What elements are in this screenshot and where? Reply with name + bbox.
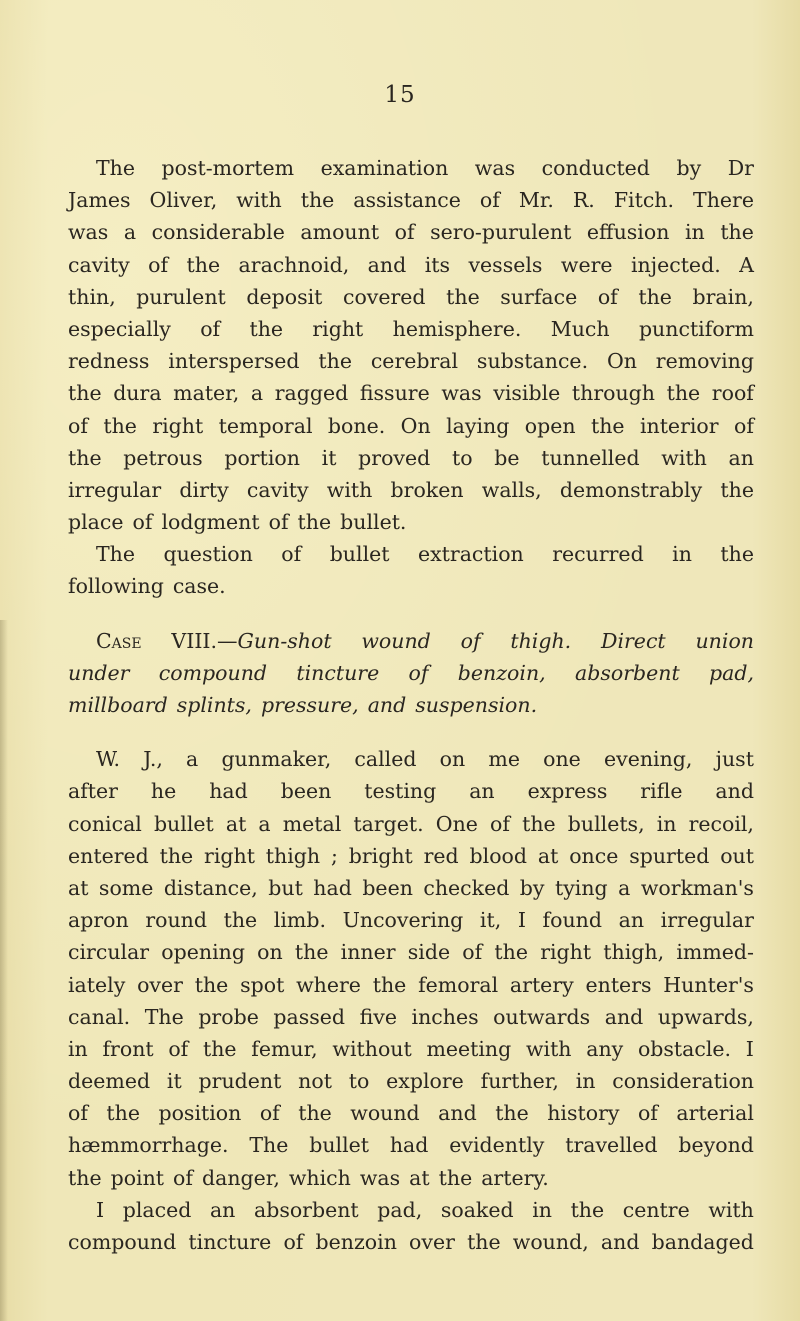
text-line: compound tincture of benzoin over the wound, and bandaged (68, 1230, 754, 1254)
text-line: thin, purulent deposit covered the surface of the brain, (68, 284, 754, 309)
text-line: conical bullet at a metal target. One of the bullets, in recoil, (68, 811, 754, 836)
page-text (68, 152, 754, 1258)
text-line: hæmmorrhage. The bullet had evidently travelled beyond (68, 1133, 754, 1158)
text-line: Case VIII.—Gun-shot wound of thigh. Direct union (96, 628, 754, 653)
section-gap (68, 603, 754, 625)
page-number: 15 (384, 82, 416, 108)
text-line: redness interspersed the cerebral substance. On removing (68, 349, 754, 374)
text-line: circular opening on the inner side of the right thigh, immed- (68, 940, 754, 965)
text-line: the point of danger, which was at the artery. (68, 1165, 549, 1190)
paragraph-postmortem (68, 152, 754, 538)
case-heading (68, 625, 754, 722)
section-gap (68, 721, 754, 743)
paragraph-case-narrative (68, 743, 754, 1194)
page-edge-shadow (0, 620, 8, 1321)
text-line: the dura mater, a ragged fissure was visible through the roof (68, 381, 754, 406)
paragraph-treatment (68, 1194, 754, 1258)
text-line: canal. The probe passed five inches outwards and upwards, (68, 1004, 754, 1029)
text-line: millboard splints, pressure, and suspension. (68, 693, 538, 717)
text-line: under compound tincture of benzoin, absorbent pad, (68, 660, 754, 685)
text-line: place of lodgment of the bullet. (68, 510, 407, 535)
text-line: the petrous portion it proved to be tunnelled with an (68, 445, 754, 470)
text-line: at some distance, but had been checked by tying a workman's (68, 875, 754, 900)
text-line: deemed it prudent not to explore further, in consideration (68, 1069, 754, 1094)
text-line: iately over the spot where the femoral artery enters Hunter's (68, 972, 754, 997)
text-line: W. J., a gunmaker, called on me one evening, just (96, 747, 754, 772)
text-line: was a considerable amount of sero-purulent effusion in the (68, 220, 754, 245)
text-line: of the right temporal bone. On laying open the interior of (68, 413, 754, 438)
text-line: I placed an absorbent pad, soaked in the centre with (96, 1197, 754, 1222)
text-line: after he had been testing an express rifle and (68, 779, 754, 804)
text-line: The question of bullet extraction recurred in the (96, 542, 754, 567)
text-line: especially of the right hemisphere. Much punctiform (68, 316, 754, 341)
text-line: entered the right thigh ; bright red blood at once spurted out (68, 843, 754, 868)
text-line: irregular dirty cavity with broken walls, demonstrably the (68, 477, 754, 502)
text-line: following case. (68, 574, 226, 599)
paragraph-bullet-extraction (68, 538, 754, 602)
text-line: of the position of the wound and the history of arterial (68, 1101, 754, 1126)
text-line: apron round the limb. Uncovering it, I found an irregular (68, 908, 754, 933)
text-line: James Oliver, with the assistance of Mr. R. Fitch. There (68, 188, 754, 213)
text-line: cavity of the arachnoid, and its vessels were injected. A (68, 252, 754, 277)
text-line: The post-mortem examination was conducted by Dr (96, 156, 754, 180)
text-line: in front of the femur, without meeting with any obstacle. I (68, 1036, 754, 1061)
